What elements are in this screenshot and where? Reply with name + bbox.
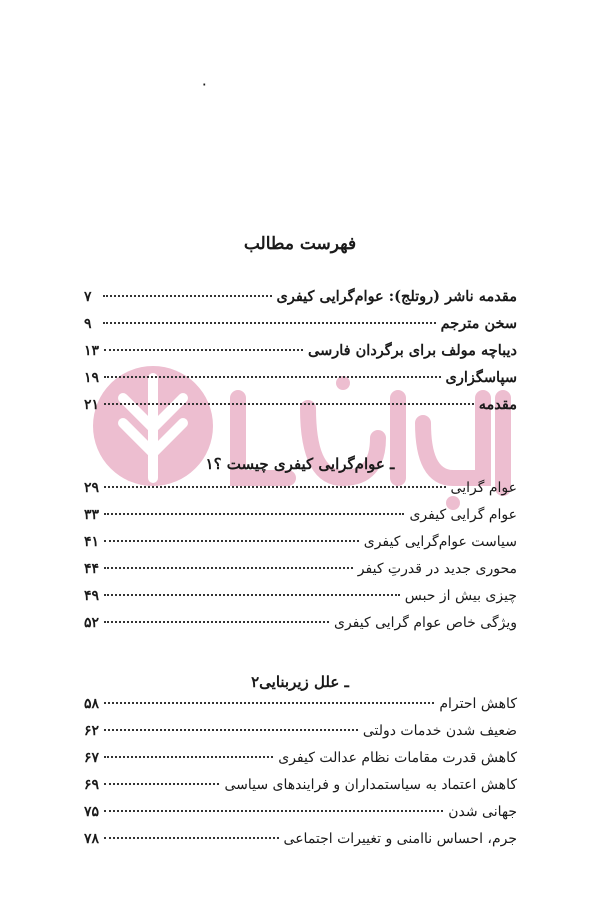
- toc-section2: [84, 696, 517, 858]
- toc-entry: [84, 831, 517, 858]
- dot-leader: [103, 295, 272, 297]
- toc-front-matter: [84, 288, 517, 423]
- toc-entry-page: ۴۱: [84, 534, 100, 550]
- toc-entry-page: ۵۸: [84, 696, 100, 712]
- toc-entry: [84, 615, 517, 642]
- toc-entry-page: ۶۷: [84, 750, 100, 766]
- toc-entry-title: چیزی بیش از حبس: [404, 588, 517, 604]
- dot-leader: [103, 322, 436, 324]
- toc-entry-title: ضعیف شدن خدمات دولتی: [362, 723, 517, 739]
- dot-leader: [104, 702, 434, 704]
- toc-entry: [84, 588, 517, 615]
- toc-entry-title: جهانی شدن: [448, 804, 517, 820]
- section2-heading: ۲ـ علل زیربنایی: [251, 673, 349, 691]
- toc-section1: [84, 480, 517, 642]
- toc-entry-title: ویژگی خاص عوام گرایی کیفری: [333, 615, 517, 631]
- dot-leader: [104, 567, 353, 569]
- toc-entry: [84, 480, 517, 507]
- toc-entry-page: ۵۲: [84, 615, 100, 631]
- toc-entry: [84, 342, 517, 369]
- toc-entry-title: کاهش قدرت مقامات نظام عدالت کیفری: [278, 750, 517, 766]
- toc-entry-page: ۷: [84, 289, 92, 305]
- toc-entry-page: ۲۱: [84, 397, 100, 413]
- section1-heading: ۱ـ عوام‌گرایی کیفری چیست ؟: [205, 455, 395, 473]
- toc-entry-title: سیاست عوام‌گرایی کیفری: [363, 534, 517, 550]
- dot-leader: [104, 621, 329, 623]
- dot-leader: [104, 376, 440, 378]
- toc-entry-title: مقدمه ناشر (روتلج): عوام‌گرایی کیفری: [276, 288, 517, 305]
- toc-entry-page: ۶۲: [84, 723, 100, 739]
- dot-leader: [104, 756, 273, 758]
- toc-entry: [84, 723, 517, 750]
- toc-entry: [84, 696, 517, 723]
- page-title: فهرست مطالب: [243, 234, 357, 254]
- dot-leader: [104, 837, 278, 839]
- toc-entry-page: ۷۸: [84, 831, 100, 847]
- toc-entry-title: دیباچه مولف برای برگردان فارسی: [308, 342, 517, 359]
- toc-entry-page: ۴۴: [84, 561, 100, 577]
- toc-entry-page: ۴۹: [84, 588, 100, 604]
- toc-entry-page: ۱۹: [84, 370, 100, 386]
- toc-entry-page: ۱۳: [84, 343, 100, 359]
- toc-entry: [84, 396, 517, 423]
- toc-entry-title: سپاسگزاری: [445, 369, 517, 386]
- toc-entry: [84, 369, 517, 396]
- dot-leader: [104, 783, 219, 785]
- dot-leader: [104, 594, 400, 596]
- toc-entry-page: ۷۵: [84, 804, 100, 820]
- toc-entry-title: کاهش احترام: [439, 696, 517, 712]
- toc-entry: [84, 804, 517, 831]
- dot-leader: [104, 729, 358, 731]
- toc-entry-title: محوری جدید در قدرتِ کیفر: [357, 561, 517, 577]
- toc-entry-title: کاهش اعتماد به سیاستمداران و فرایندهای سیاسی: [224, 777, 517, 793]
- dot-leader: [104, 486, 446, 488]
- toc-entry-title: عوام گرایی کیفری: [409, 507, 517, 523]
- toc-entry-title: جرم، احساس ناامنی و تغییرات اجتماعی: [283, 831, 517, 847]
- toc-entry-title: عوام گرایی: [450, 480, 517, 496]
- toc-entry: [84, 315, 517, 342]
- toc-entry-page: ۶۹: [84, 777, 100, 793]
- toc-entry-page: ۲۹: [84, 480, 100, 496]
- toc-entry: [84, 534, 517, 561]
- toc-entry: [84, 750, 517, 777]
- toc-entry-title: سخن مترجم: [440, 315, 517, 332]
- dot-leader: [104, 403, 474, 405]
- dot-leader: [104, 810, 443, 812]
- toc-entry: [84, 507, 517, 534]
- toc-entry-title: مقدمه: [478, 396, 517, 413]
- dot-leader: [104, 349, 303, 351]
- toc-entry-page: ۹: [84, 316, 92, 332]
- page-mark: ٠: [200, 74, 209, 93]
- toc-entry: [84, 777, 517, 804]
- toc-entry: [84, 288, 517, 315]
- toc-entry-page: ۳۳: [84, 507, 100, 523]
- toc-entry: [84, 561, 517, 588]
- dot-leader: [104, 540, 359, 542]
- dot-leader: [104, 513, 404, 515]
